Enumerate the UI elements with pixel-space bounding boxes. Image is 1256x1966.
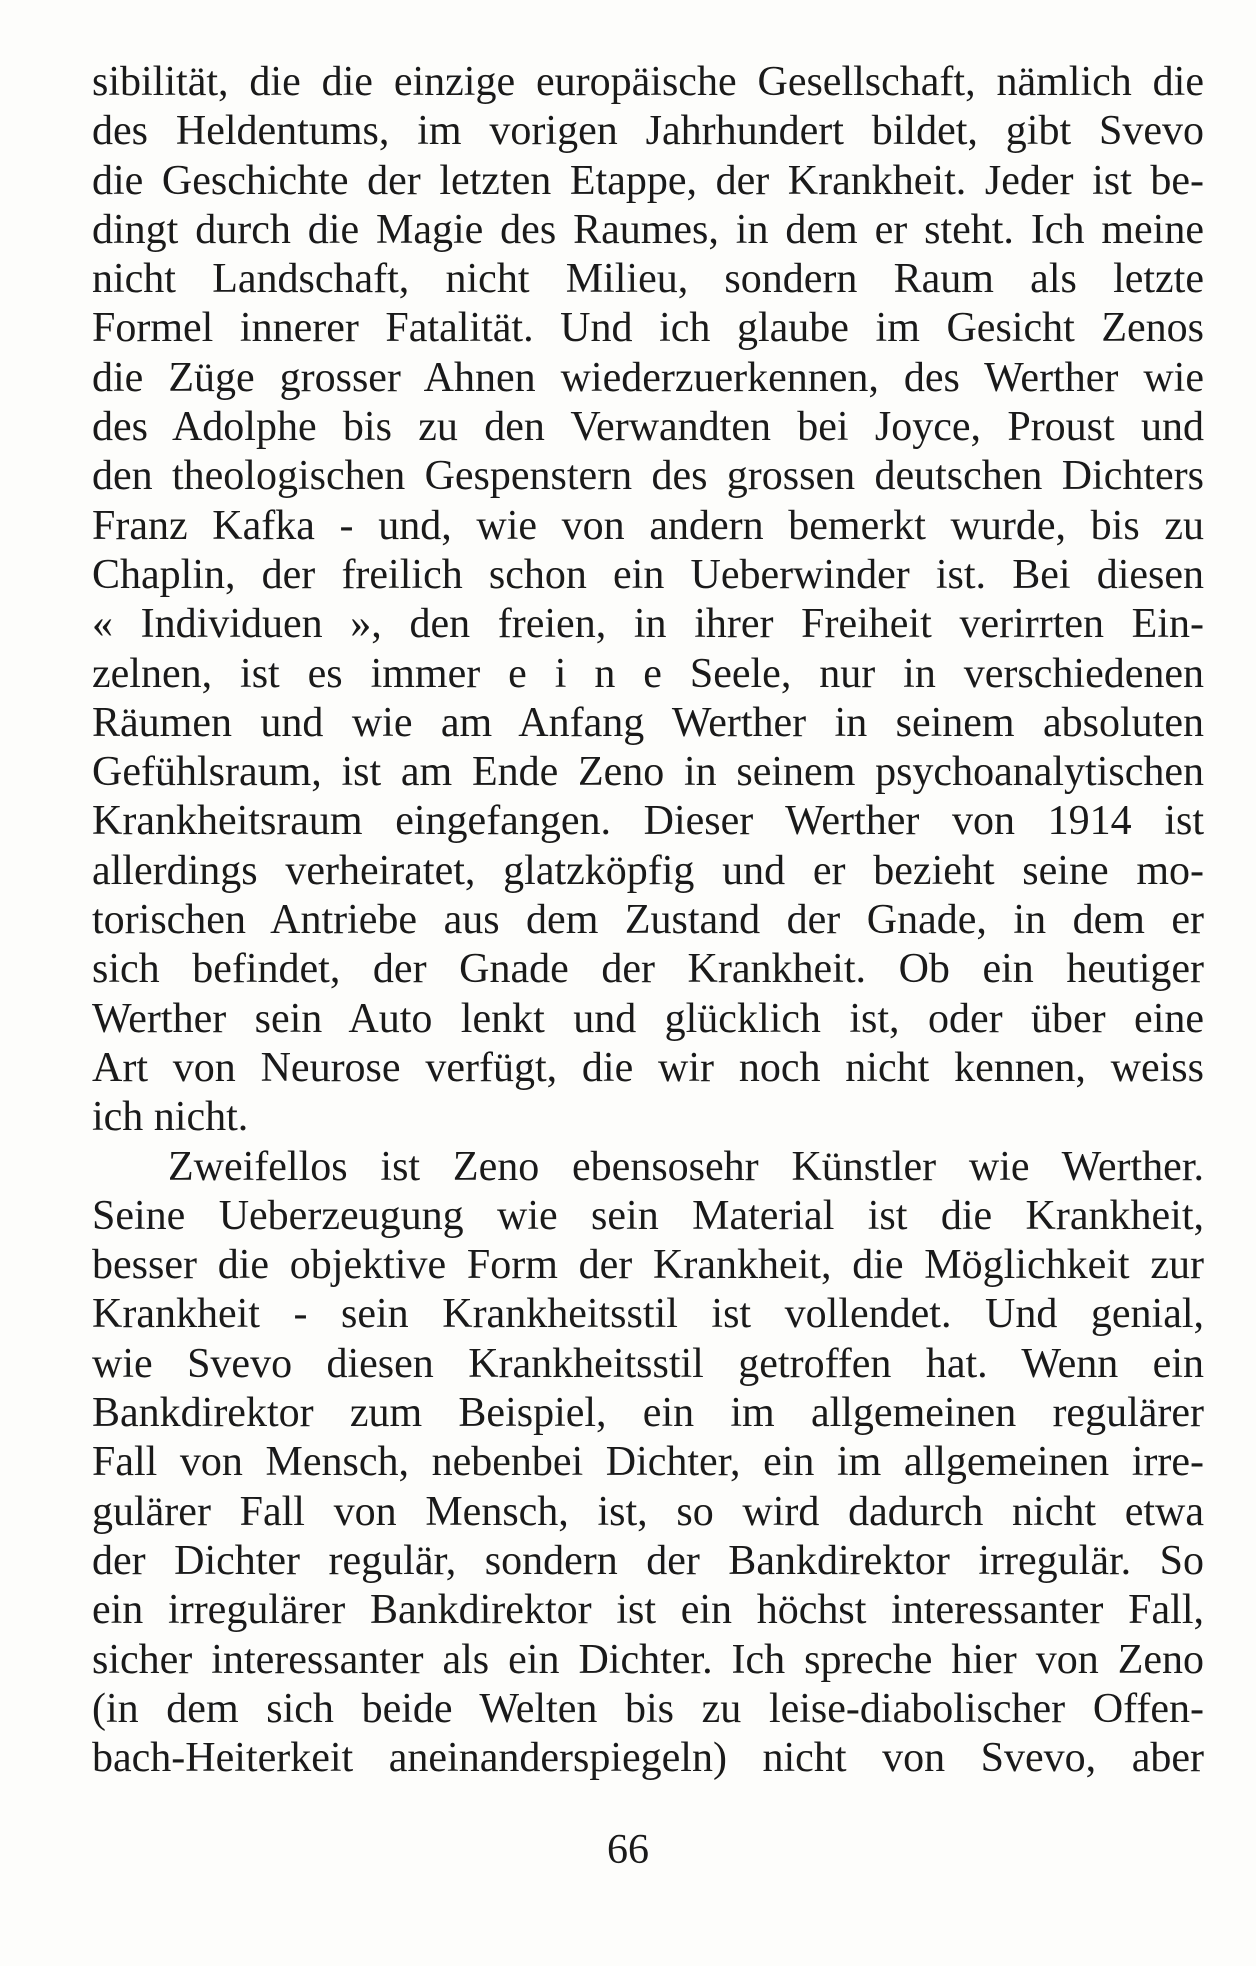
- text-line: bach-Heiterkeit aneinanderspiegeln) nicht von Svevo, aber: [92, 1735, 1204, 1782]
- text-line: (in dem sich beide Welten bis zu leise-diabolischer Offen-: [92, 1685, 1204, 1732]
- text-line: Krankheitsraum eingefangen. Dieser Werther von 1914 ist: [92, 798, 1204, 845]
- text-line: sich befindet, der Gnade der Krankheit. Ob ein heutiger: [92, 946, 1204, 993]
- text-line: wie Svevo diesen Krankheitsstil getroffen hat. Wenn ein: [92, 1340, 1204, 1387]
- text-line: Chaplin, der freilich schon ein Ueberwinder ist. Bei diesen: [92, 551, 1204, 598]
- text-line: sicher interessanter als ein Dichter. Ich spreche hier von Zeno: [92, 1636, 1204, 1683]
- text-line: Werther sein Auto lenkt und glücklich ist, oder über eine: [92, 995, 1204, 1042]
- paragraph-start-line: Zweifellos ist Zeno ebensosehr Künstler wie Werther.: [168, 1143, 1204, 1190]
- text-line: Seine Ueberzeugung wie sein Material ist die Krankheit,: [92, 1192, 1204, 1239]
- page-number: 66: [607, 1827, 649, 1873]
- text-line: die Züge grosser Ahnen wiederzuerkennen, des Werther wie: [92, 354, 1204, 401]
- text-line: des Adolphe bis zu den Verwandten bei Joyce, Proust und: [92, 404, 1204, 451]
- text-line: dingt durch die Magie des Raumes, in dem er steht. Ich meine: [92, 206, 1204, 253]
- text-line: Bankdirektor zum Beispiel, ein im allgemeinen regulärer: [92, 1390, 1204, 1437]
- text-line: des Heldentums, im vorigen Jahrhundert bildet, gibt Svevo: [92, 108, 1204, 155]
- text-line: besser die objektive Form der Krankheit, die Möglichkeit zur: [92, 1242, 1204, 1289]
- text-line: Franz Kafka - und, wie von andern bemerkt wurde, bis zu: [92, 502, 1204, 549]
- text-line: Gefühlsraum, ist am Ende Zeno in seinem psychoanalytischen: [92, 749, 1204, 796]
- text-line: Räumen und wie am Anfang Werther in seinem absoluten: [92, 699, 1204, 746]
- text-line: Art von Neurose verfügt, die wir noch nicht kennen, weiss: [92, 1044, 1204, 1091]
- text-line: die Geschichte der letzten Etappe, der Krankheit. Jeder ist be-: [92, 157, 1204, 204]
- text-line: Formel innerer Fatalität. Und ich glaube im Gesicht Zenos: [92, 305, 1204, 352]
- text-line: sibilität, die die einzige europäische Gesellschaft, nämlich die: [92, 59, 1204, 105]
- text-line: allerdings verheiratet, glatzköpfig und er bezieht seine mo-: [92, 847, 1204, 894]
- text-line: zelnen, ist es immer e i n e Seele, nur in verschiedenen: [92, 650, 1204, 697]
- body-text: [92, 58, 1204, 1783]
- text-line: den theologischen Gespenstern des grossen deutschen Dichters: [92, 453, 1204, 500]
- text-line: nicht Landschaft, nicht Milieu, sondern Raum als letzte: [92, 256, 1204, 303]
- text-line: ein irregulärer Bankdirektor ist ein höchst interessanter Fall,: [92, 1587, 1204, 1634]
- text-line: der Dichter regulär, sondern der Bankdirektor irregulär. So: [92, 1537, 1204, 1584]
- text-line: torischen Antriebe aus dem Zustand der Gnade, in dem er: [92, 897, 1204, 944]
- text-line: Fall von Mensch, nebenbei Dichter, ein im allgemeinen irre-: [92, 1439, 1204, 1486]
- text-line: Krankheit - sein Krankheitsstil ist vollendet. Und genial,: [92, 1291, 1204, 1338]
- text-line: « Individuen », den freien, in ihrer Freiheit verirrten Ein-: [92, 601, 1204, 648]
- text-line: ich nicht.: [92, 1094, 249, 1141]
- text-line: gulärer Fall von Mensch, ist, so wird dadurch nicht etwa: [92, 1488, 1204, 1535]
